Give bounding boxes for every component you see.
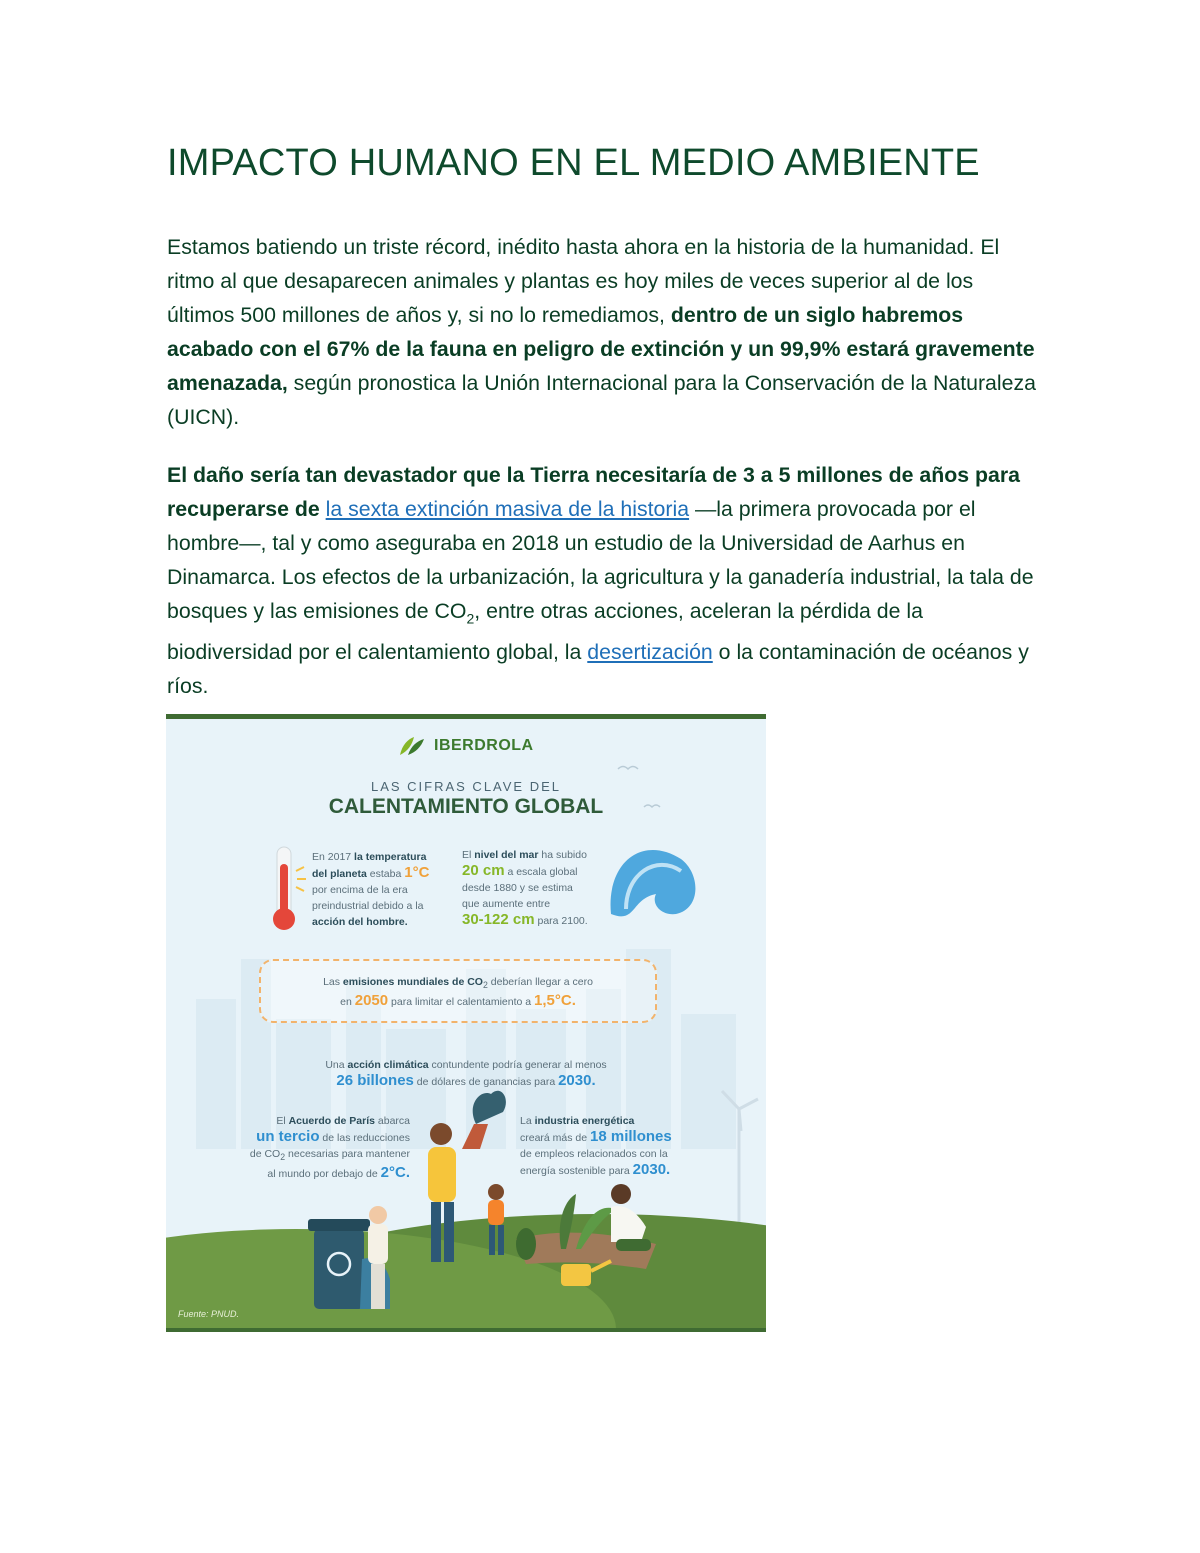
temp-highlight: 1°C [404,864,430,881]
action-bold: acción climática [347,1059,429,1071]
wave-icon [611,850,696,916]
sea-line-3: desde 1880 y se estima [462,882,573,894]
intro-text-1: Estamos batiendo un triste récord, inédito hasta ahora en la historia de la humanidad. El ritmo al que desaparecen animales y plantas es hoy miles de veces superior al de los últimos 500 millones de años y, si no lo remediamos, [167,235,1000,327]
temp-line-3: por encima de la era [312,884,408,896]
energy-text-4: energía sostenible para [520,1165,633,1177]
sea-text-3: a escala global [504,866,578,878]
energy-highlight-2: 2030. [632,1161,671,1178]
paris-highlight-2: 2°C. [380,1164,410,1182]
action-text-3: de dólares de ganancias para [413,1076,559,1088]
infographic-heading: CALENTAMIENTO GLOBAL [328,795,604,818]
sea-text: El [462,849,475,861]
paris-text-6: al mundo por debajo de [267,1168,381,1181]
temp-line-4: preindustrial debido a la [312,900,424,912]
logo-text: IBERDROLA [434,737,534,754]
temp-text-2: estaba [366,868,405,880]
emissions-fact [259,959,657,1023]
paris-text: El [276,1115,289,1127]
damage-bold: El daño sería tan devastador que la Tierra necesitaría de 3 a 5 millones de años para recuperarse de [167,463,1021,521]
action-highlight-1: 26 billones [336,1072,414,1089]
paragraph-damage [167,458,1037,703]
intro-text-2: según pronostica la Unión Internacional para la Conservación de la Naturaleza (UICN). [167,371,1036,429]
sea-line-4: que aumente entre [462,898,551,910]
infographic-kicker: LAS CIFRAS CLAVE DEL [370,779,562,794]
climate-action-fact [166,1057,766,1090]
sea-text-2: ha subido [538,849,587,861]
sea-level-fact [462,847,588,929]
paris-text-4: de CO [249,1148,281,1160]
energy-industry-fact [520,1113,672,1179]
sea-text-5: para 2100. [534,915,588,927]
emissions-highlight-2: 1,5°C. [534,992,576,1010]
intro-bold: dentro de un siglo habremos acabado con el 67% de la fauna en peligro de extinción y un 99,9% estará gravemente amenazada, [167,303,1035,395]
paris-text-3: de las reducciones [319,1132,410,1144]
emissions-highlight-1: 2050 [354,992,389,1010]
emissions-text-2: deberían llegar a cero [487,976,593,988]
temp-bold: la temperatura [354,851,427,863]
page-title: IMPACTO HUMANO EN EL MEDIO AMBIENTE [167,142,980,184]
paris-bold: Acuerdo de París [288,1115,375,1127]
person-recycling [368,1206,388,1309]
leaf-logo-icon [398,735,428,757]
damage-text-2: , entre otras acciones, aceleran la pérdida de la biodiversidad por el calentamiento global, la [167,599,923,665]
paris-text-2: abarca [374,1115,410,1127]
emissions-text-4: para limitar el calentamiento a [388,996,535,1009]
co2-subscript: 2 [466,610,475,627]
energy-text-2: creará más de [520,1132,591,1144]
energy-highlight-1: 18 millones [590,1128,672,1145]
emissions-subscript: 2 [482,980,488,991]
infographic-source: Fuente: PNUD. [178,1309,240,1319]
paris-subscript: 2 [280,1152,286,1163]
link-desertizacion[interactable]: desertización [587,640,713,665]
energy-text: La [520,1115,535,1127]
damage-text-3: o la contaminación de océanos y ríos. [167,640,1029,699]
action-highlight-2: 2030. [558,1072,596,1089]
sea-highlight-2: 30-122 cm [462,911,535,928]
temp-text: En 2017 [312,851,355,863]
energy-bold: industria energética [534,1115,635,1127]
climate-infographic [166,714,766,1332]
damage-text-1: —la primera provocada por el hombre—, tal y como aseguraba en 2018 un estudio de la Universidad de Aarhus en Dinamarca. Los efectos de la urbanización, la agricultura y la ganadería industrial, la tala de bosques y las emisiones de CO [167,497,1034,623]
temp-line-5: acción del hombre. [312,916,408,928]
emissions-text-3: en [340,996,355,1009]
sea-bold: nivel del mar [474,849,539,861]
paragraph-intro [167,230,1037,434]
paris-highlight-1: un tercio [256,1128,320,1145]
paris-text-5: necesarias para mantener [285,1148,410,1160]
action-text-2: contundente podría generar al menos [428,1059,607,1071]
link-sexta-extincion[interactable]: la sexta extinción masiva de la historia [325,497,690,521]
emissions-text: Las [323,976,343,988]
thermometer-icon [273,847,306,930]
energy-line-3: de empleos relacionados con la [520,1148,668,1160]
paris-agreement-fact [230,1113,410,1182]
sea-highlight-1: 20 cm [462,862,505,879]
action-text: Una [325,1059,348,1071]
emissions-bold: emisiones mundiales de CO [342,976,483,988]
temperature-fact [312,849,429,930]
temp-bold-2: del planeta [312,868,367,880]
iberdrola-logo [398,735,534,757]
